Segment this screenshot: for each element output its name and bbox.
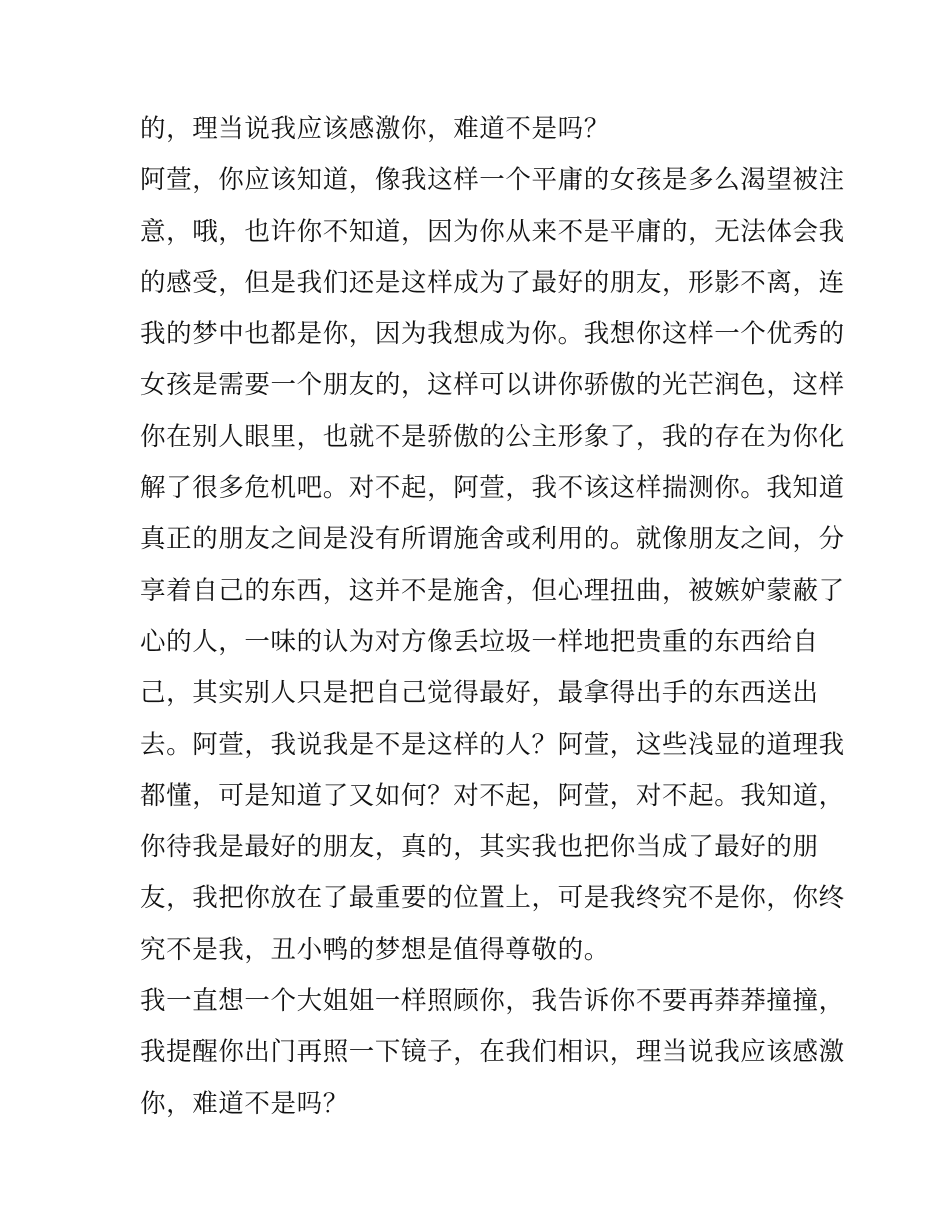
text-line: 的感受，但是我们还是这样成为了最好的朋友，形影不离，连 — [140, 267, 845, 298]
text-line: 意，哦，也许你不知道，因为你从来不是平庸的，无法体会我 — [140, 216, 845, 247]
text-line: 都懂，可是知道了又如何？对不起，阿萱，对不起。我知道， — [140, 780, 845, 811]
text-line: 我一直想一个大姐姐一样照顾你，我告诉你不要再莽莽撞撞， — [140, 986, 845, 1017]
text-line: 女孩是需要一个朋友的，这样可以讲你骄傲的光芒润色，这样 — [140, 370, 845, 401]
text-line: 你在别人眼里，也就不是骄傲的公主形象了，我的存在为你化 — [140, 421, 845, 452]
text-line: 我提醒你出门再照一下镜子，在我们相识，理当说我应该感激 — [140, 1037, 845, 1068]
text-line: 己，其实别人只是把自己觉得最好，最拿得出手的东西送出 — [140, 678, 819, 709]
text-line: 的，理当说我应该感激你，难道不是吗？ — [140, 114, 610, 144]
text-line: 去。阿萱，我说我是不是这样的人？阿萱，这些浅显的道理我 — [140, 729, 845, 760]
text-line: 究不是我，丑小鸭的梦想是值得尊敬的。 — [140, 934, 610, 965]
text-line: 我的梦中也都是你，因为我想成为你。我想你这样一个优秀的 — [140, 319, 845, 350]
text-line: 你，难道不是吗？ — [140, 1088, 349, 1119]
text-line: 阿萱，你应该知道，像我这样一个平庸的女孩是多么渴望被注 — [140, 165, 845, 196]
text-line: 你待我是最好的朋友，真的，其实我也把你当成了最好的朋 — [140, 832, 819, 863]
text-line: 解了很多危机吧。对不起，阿萱，我不该这样揣测你。我知道 — [140, 473, 845, 504]
body-text — [140, 104, 845, 1130]
text-line: 真正的朋友之间是没有所谓施舍或利用的。就像朋友之间，分 — [140, 524, 845, 555]
text-line: 友，我把你放在了最重要的位置上，可是我终究不是你，你终 — [140, 883, 845, 914]
text-line: 享着自己的东西，这并不是施舍，但心理扭曲，被嫉妒蒙蔽了 — [140, 575, 845, 606]
text-line: 心的人，一味的认为对方像丢垃圾一样地把贵重的东西给自 — [140, 626, 819, 657]
